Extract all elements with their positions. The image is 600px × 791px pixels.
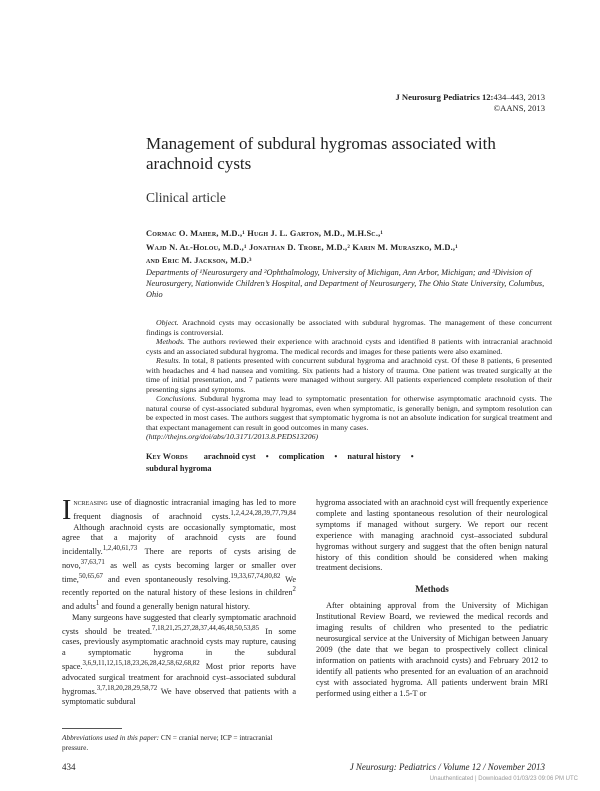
author-list [146, 227, 556, 268]
abstract-methods-text: The authors reviewed their experience with arachnoid cysts and identified 8 patients with intracranial arachnoid cysts and an associated subdural hygroma. The medical records and images for these patients were also examined. [146, 337, 553, 356]
text-run: and found a generally benign natural history. [99, 601, 250, 611]
intro-paragraph-3: hygroma associated with an arachnoid cyst will frequently experience complete and lasting spontaneous resolution of their neurological symptoms if managed without surgery. We report our recent experience with managing arachnoid cyst–associated subdural hygromas without surgery and suggest that the often benign natural history of this condition should be considered when making treatment decisions. [316, 498, 548, 573]
section-heading-methods: Methods [415, 584, 449, 595]
journal-reference [395, 92, 545, 114]
keyword-item: subdural hygroma [146, 464, 212, 473]
citation-ref: 19,33,67,74,80,82 [230, 572, 281, 580]
citation-ref: 1,2,4,24,28,39,77,79,84 [230, 509, 296, 517]
body-column-left [62, 495, 297, 708]
abstract-methods-label: Methods. [156, 337, 185, 346]
article-title: Management of subdural hygromas associated with arachnoid cysts [146, 134, 496, 173]
abstract-conclusions-text: Subdural hygroma may lead to symptomatic presentation for otherwise asymptomatic arachnoid cysts. The natural course of cyst-associated subdural hygromas, even when symptomatic, is generally benign, and symptom resolution can be expected in most cases. The authors suggest that symptomatic hygroma is not an absolute indication for surgical treatment and that expectant management can result in good outcomes in many cases. [146, 394, 552, 432]
body-column-right [316, 498, 548, 699]
author-line-2: Wajd N. Al-Holou, M.D.,¹ Jonathan D. Trobe, M.D.,² Karin M. Muraszko, M.D.,¹ [146, 242, 458, 252]
keyword-item: complication [278, 452, 325, 461]
abstract-object-text: Arachnoid cysts may occasionally be associated with subdural hygromas. The management of these concurrent findings is controversial. [146, 318, 552, 337]
abstract-methods [146, 337, 552, 356]
text-run: as well as cysts becoming larger or smaller over time, [62, 560, 296, 584]
author-line-3: and Eric M. Jackson, M.D.³ [146, 256, 252, 265]
abstract [146, 318, 552, 442]
footer-journal: J Neurosurg: Pediatrics / Volume 12 / November 2013 [349, 762, 545, 772]
citation-ref: 3,7,18,20,28,29,58,72 [96, 684, 158, 692]
abstract-results-text: In total, 8 patients presented with concurrent subdural hygroma and arachnoid cyst. Of these 8 patients, 6 presented with headaches and 4 had nausea and vomiting. Six patients had a history of trauma. One patient was treated surgically at the time of initial presentation, and 7 patients were managed without surgery. All patients experienced complete resolution of their presenting signs and symptoms. [146, 356, 552, 394]
citation-ref: 1,2,40,61,73 [102, 545, 138, 553]
text-run: Most prior reports have advocated surgical treatment for arachnoid cyst–associated subdural hygromas. [62, 661, 296, 696]
abstract-results-label: Results. [156, 356, 181, 365]
text-run: and adults [62, 601, 96, 611]
text-run: use of diagnostic intracranial imaging has led to more frequent diagnosis of arachnoid cysts. [73, 498, 296, 521]
keyword-item: arachnoid cyst [203, 452, 256, 461]
keywords [146, 451, 556, 475]
abstract-object [146, 318, 552, 337]
footnote-text: CN = cranial nerve; ICP = intracranial pressure. [62, 733, 273, 752]
author-line-1: Cormac O. Maher, M.D.,¹ Hugh J. L. Garton, M.D., M.H.Sc.,¹ [146, 229, 384, 238]
footnote [62, 733, 296, 752]
abstract-object-label: Object. [156, 318, 179, 327]
citation-ref: 1 [95, 600, 100, 608]
text-run: Many surgeons have suggested that clearly symptomatic arachnoid cysts should be treated. [62, 612, 296, 636]
keyword-bullet: • [334, 452, 338, 461]
text-run: We have observed that patients with a symptomatic subdural [62, 686, 296, 707]
abstract-results [146, 356, 552, 394]
text-run: and even spontaneously resolving. [103, 574, 231, 584]
affiliations: Departments of ¹Neurosurgery and ²Ophthalmology, University of Michigan, Ann Arbor, Michigan; and ³Division of Neurosurgery, Nationwide Children’s Hospital, and Department of Neurosurgery, The Ohio State University, Columbus, Ohio [146, 268, 545, 299]
download-note: Unauthenticated | Downloaded 01/03/23 09:06 PM UTC [429, 776, 578, 782]
abstract-doi[interactable]: (http://thejns.org/doi/abs/10.3171/2013.8.PEDS13206) [146, 432, 319, 441]
article-type: Clinical article [146, 190, 226, 205]
text-run: In some cases, previously asymptomatic arachnoid cysts may rupture, causing a symptomatic hygroma in the subdural space. [62, 626, 297, 671]
abstract-conclusions-label: Conclusions. [156, 394, 197, 403]
drop-cap: I [62, 495, 72, 526]
abstract-conclusions [146, 394, 552, 442]
keyword-bullet: • [265, 452, 269, 461]
copyright: ©AANS, 2013 [493, 103, 545, 113]
journal-ref-pages: 434–443, 2013 [493, 92, 545, 102]
text-run: There are reports of cysts arising de novo, [62, 547, 296, 570]
keyword-item: natural history [347, 452, 401, 461]
intro-smallcaps: ncreasing [73, 498, 108, 507]
footnote-label: Abbreviations used in this paper: [62, 733, 160, 742]
journal-ref-bold: J Neurosurg Pediatrics 12: [395, 92, 494, 102]
text-run: Although arachnoid cysts are occasionally symptomatic, most agree that a majority of arachnoid cysts are found incidentally. [62, 522, 296, 557]
citation-ref: 37,63,71 [80, 559, 105, 567]
citation-ref: 50,65,67 [78, 572, 103, 580]
citation-ref: 2 [292, 586, 296, 594]
intro-paragraph-1 [62, 495, 296, 613]
citation-ref: 3,6,9,11,12,15,18,23,26,28,42,58,62,68,82 [82, 660, 200, 668]
methods-paragraph-1: After obtaining approval from the University of Michigan Institutional Review Board, we reviewed the medical records and imaging results of children who presented to the pediatric neurosurgical service at the University of Michigan between January 2009 (the date that we began to prospectively collect clinical information on patients with arachnoid cysts) and February 2012 to identify all patients who presented for an evaluation of an arachnoid cyst with associated hygroma. All patients underwent brain MRI performed using either a 1.5-T or [316, 601, 548, 698]
keywords-label: Key Words [146, 452, 188, 461]
footnote-rule [62, 728, 122, 729]
keyword-bullet: • [410, 452, 414, 461]
citation-ref: 7,18,21,25,27,28,37,44,46,48,50,53,85 [152, 624, 260, 632]
text-run: We recently reported on the natural history of these lesions in children [62, 574, 296, 598]
intro-paragraph-2 [62, 613, 296, 709]
page-number: 434 [62, 762, 76, 772]
